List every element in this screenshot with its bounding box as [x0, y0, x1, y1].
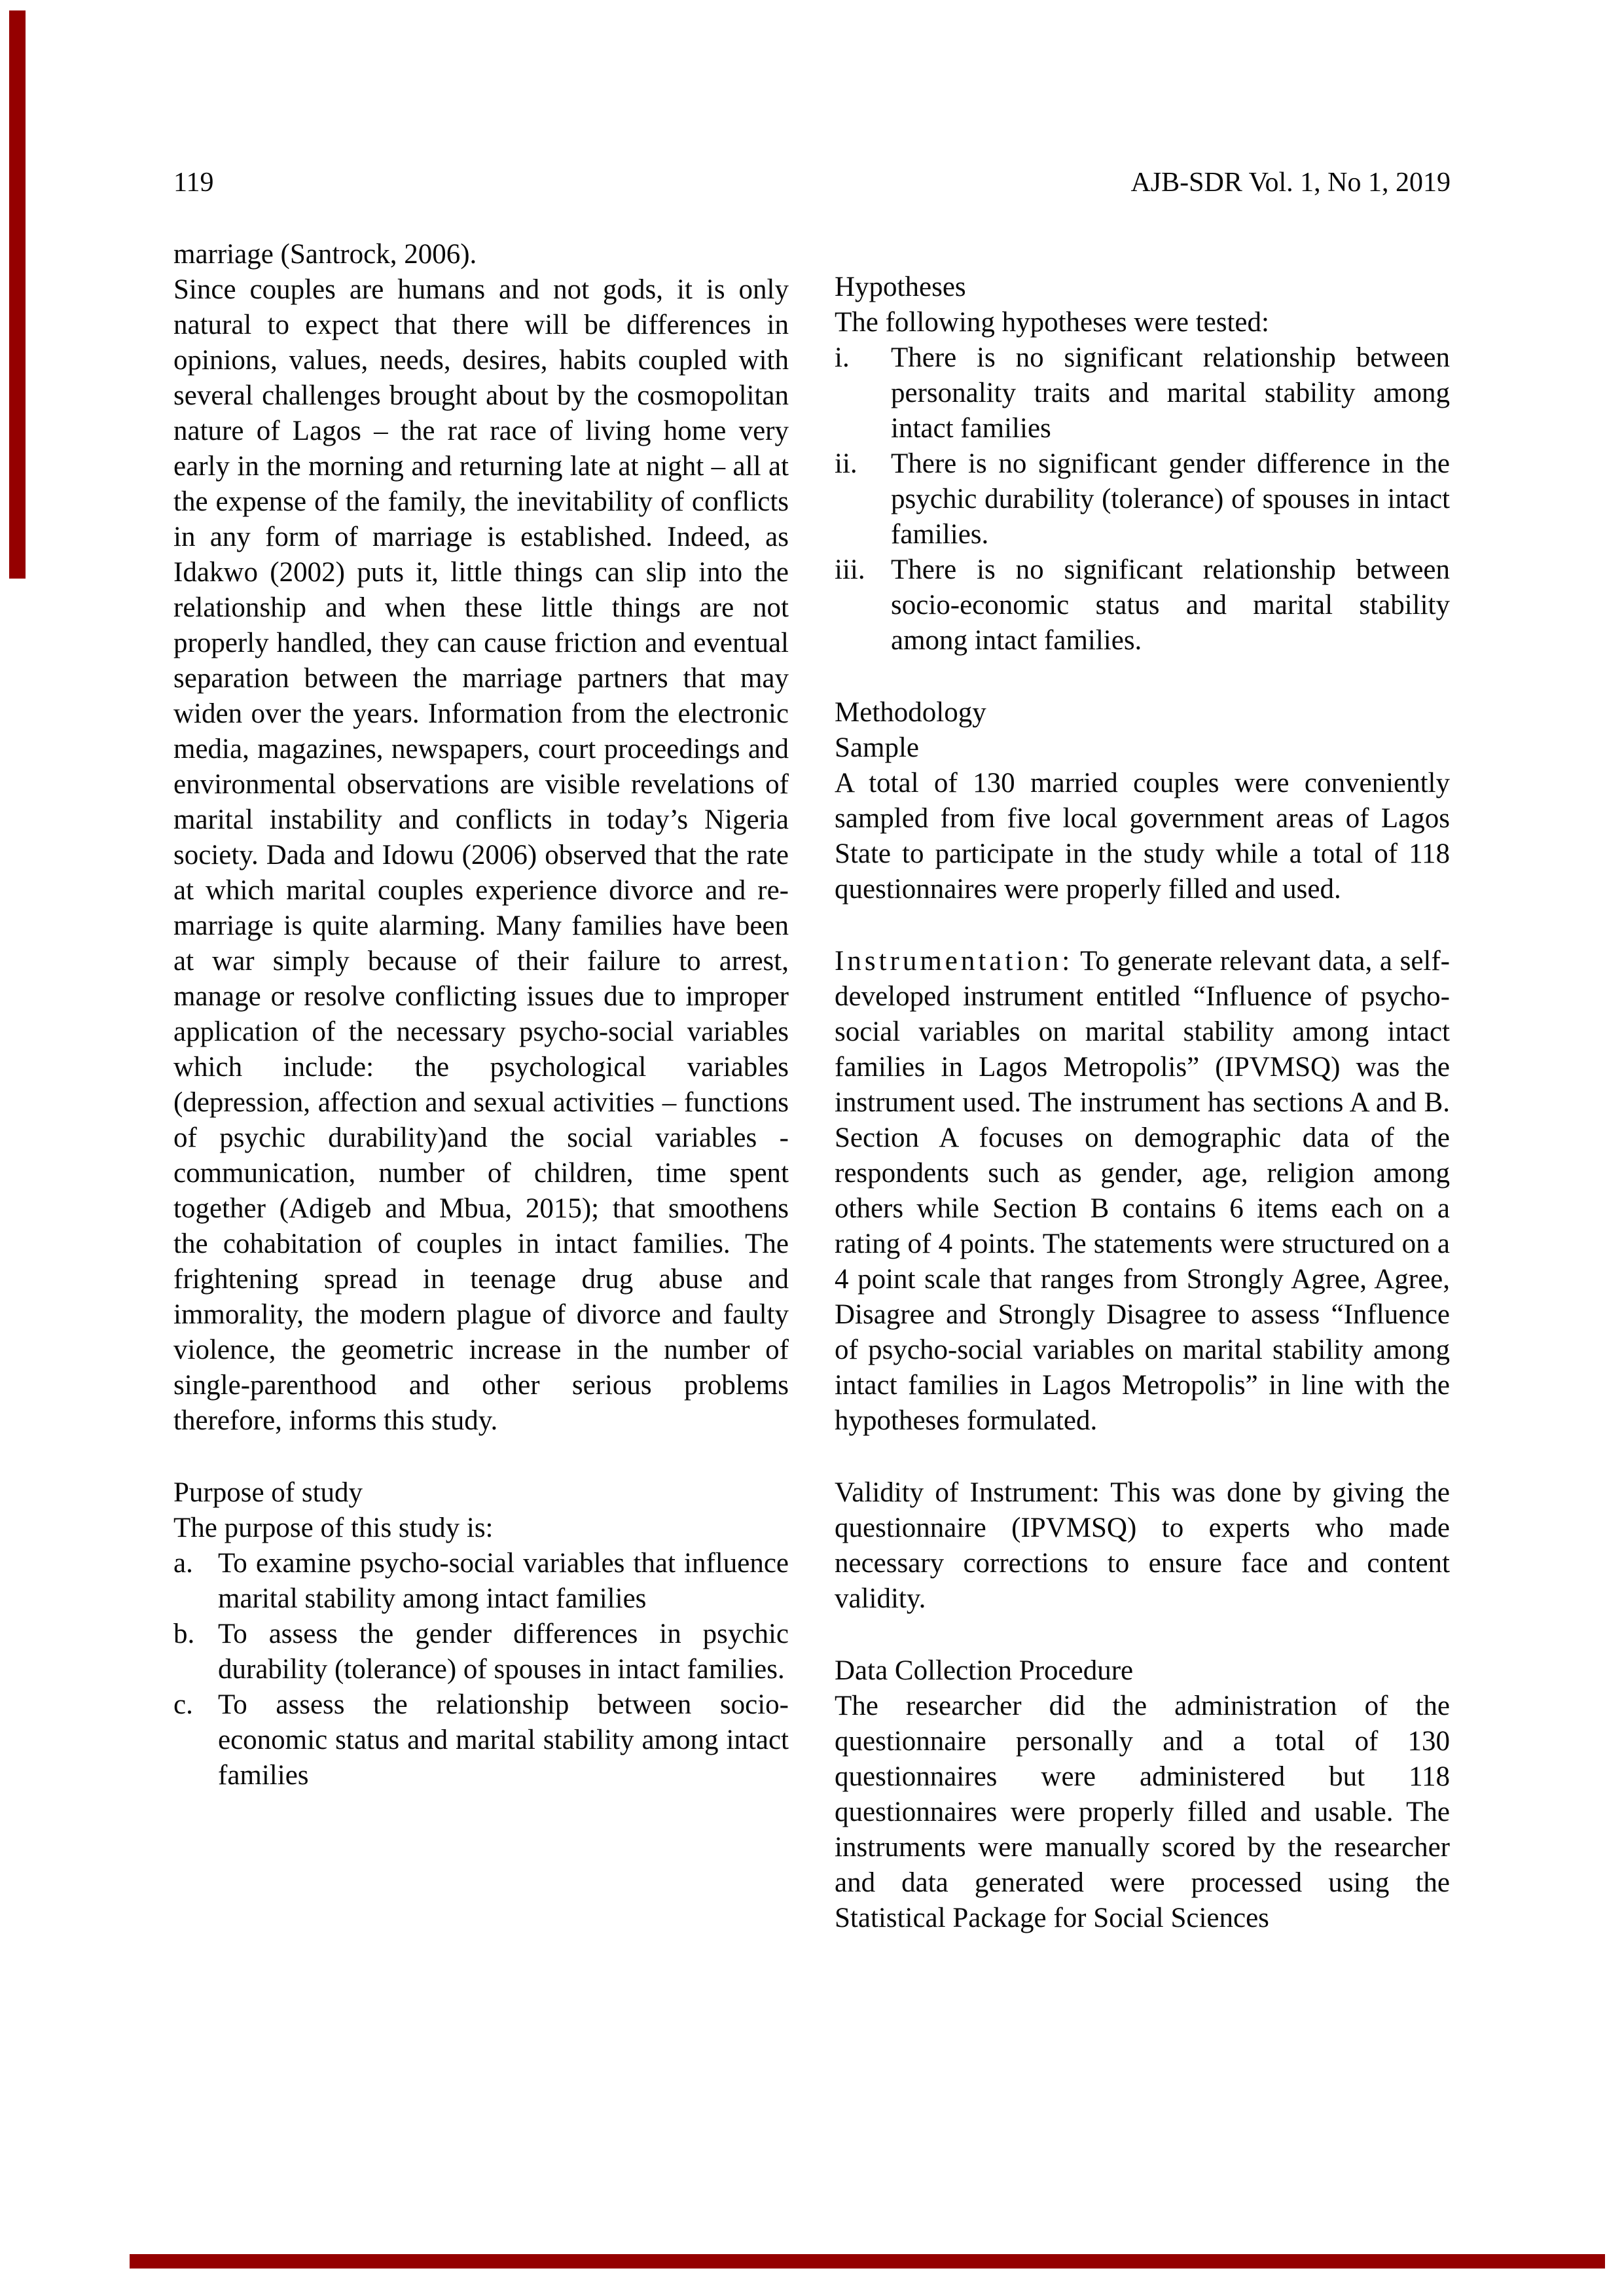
list-item: [835, 446, 1450, 552]
list-item-text: To assess the relationship between socio-economic status and marital stability among intact families: [218, 1689, 789, 1791]
list-item: [173, 1687, 789, 1793]
list-item: [835, 552, 1450, 658]
list-item: [173, 1617, 789, 1687]
list-item-text: There is no significant relationship between personality traits and marital stability among intact families: [891, 342, 1450, 444]
sample-subheading: Sample: [835, 732, 919, 763]
list-item-text: To examine psycho-social variables that influence marital stability among intact families: [218, 1548, 789, 1614]
left-column: [173, 237, 789, 1936]
instrumentation-paragraph: [835, 944, 1450, 1439]
right-column: [835, 237, 1450, 1936]
list-marker: ii.: [835, 448, 857, 479]
purpose-heading: Purpose of study: [173, 1477, 363, 1508]
list-marker: c.: [173, 1689, 193, 1720]
hypotheses-lead: The following hypotheses were tested:: [835, 307, 1269, 338]
sample-paragraph: A total of 130 married couples were conveniently sampled from five local government areas of Lagos State to participate in the study while a total of 118 questionnaires were properly filled and used.: [835, 768, 1450, 905]
introduction-paragraph: Since couples are humans and not gods, it is only natural to expect that there will be differences in opinions, values, needs, desires, habits coupled with several challenges brought about by the cosmopolitan nature of Lagos – the rat race of living home very early in the morning and returning late at night – all at the expense of the family, the inevitability of conflicts in any form of marriage is established. Indeed, as Idakwo (2002) puts it, little things can slip into the relationship and when these little things are not properly handled, they can cause friction and eventual separation between the marriage partners that may widen over the years. Information from the electronic media, magazines, newspapers, court proceedings and environmental observations are visible revelations of marital instability and conflicts in today’s Nigeria society. Dada and Idowu (2006) observed that the rate at which marital couples experience divorce and re-marriage is quite alarming. Many families have been at war simply because of their failure to arrest, manage or resolve conflicting issues due to improper application of the necessary psycho-social variables which include: the psychological variables (depression, affection and sexual activities – functions of psychic durability)and the social variables - communication, number of children, time spent together (Adigeb and Mbua, 2015); that smoothens the cohabitation of couples in intact families. The frightening spread in teenage drug abuse and immorality, the modern plague of divorce and faulty violence, the geometric increase in the number of single-parenthood and other serious problems therefore, informs this study.: [173, 274, 789, 1436]
list-item-text: There is no significant gender difference in the psychic durability (tolerance) of spouses in intact families.: [891, 448, 1450, 550]
data-collection-paragraph: The researcher did the administration of the questionnaire personally and a total of 130 questionnaires were administered but 118 questionnaires were properly filled and usable. The instruments were manually scored by the researcher and data generated were processed using the Statistical Package for Social Sciences: [835, 1691, 1450, 1933]
instrumentation-lead: Instrumentation:: [835, 946, 1074, 977]
left-margin-red-rule: [9, 10, 26, 579]
two-column-body: [173, 237, 1451, 1936]
purpose-list: [173, 1546, 789, 1793]
list-item-text: There is no significant relationship between socio-economic status and marital stability among intact families.: [891, 554, 1450, 656]
list-item-text: To assess the gender differences in psychic durability (tolerance) of spouses in intact families.: [218, 1619, 789, 1685]
instrumentation-text: To generate relevant data, a self-developed instrument entitled “Influence of psycho-social variables on marital stability among intact families in Lagos Metropolis” (IPVMSQ) was the instrument used. The instrument has sections A and B. Section A focuses on demographic data of the respondents such as gender, age, religion among others while Section B contains 6 items each on a rating of 4 points. The statements were structured on a 4 point scale that ranges from Strongly Agree, Agree, Disagree and Strongly Disagree to assess “Influence of psycho-social variables on marital stability among intact families in Lagos Metropolis” in line with the hypotheses formulated.: [835, 946, 1450, 1436]
page-number: 119: [173, 168, 214, 198]
bottom-margin-red-rule: [130, 2254, 1605, 2269]
validity-paragraph: Validity of Instrument: This was done by giving the questionnaire (IPVMSQ) to experts who made necessary corrections to ensure face and content validity.: [835, 1477, 1450, 1614]
list-item: [835, 340, 1450, 446]
purpose-lead: The purpose of this study is:: [173, 1513, 494, 1543]
carryover-line: marriage (Santrock, 2006).: [173, 239, 477, 270]
journal-reference: AJB-SDR Vol. 1, No 1, 2019: [1130, 168, 1451, 198]
hypotheses-heading: Hypotheses: [835, 272, 966, 302]
list-marker: b.: [173, 1619, 195, 1649]
page-header: [173, 165, 1451, 200]
data-collection-heading: Data Collection Procedure: [835, 1655, 1134, 1686]
methodology-heading: Methodology: [835, 697, 986, 728]
list-marker: iii.: [835, 554, 865, 585]
list-item: [173, 1546, 789, 1617]
list-marker: i.: [835, 342, 850, 373]
hypotheses-list: [835, 340, 1450, 658]
list-marker: a.: [173, 1548, 193, 1579]
